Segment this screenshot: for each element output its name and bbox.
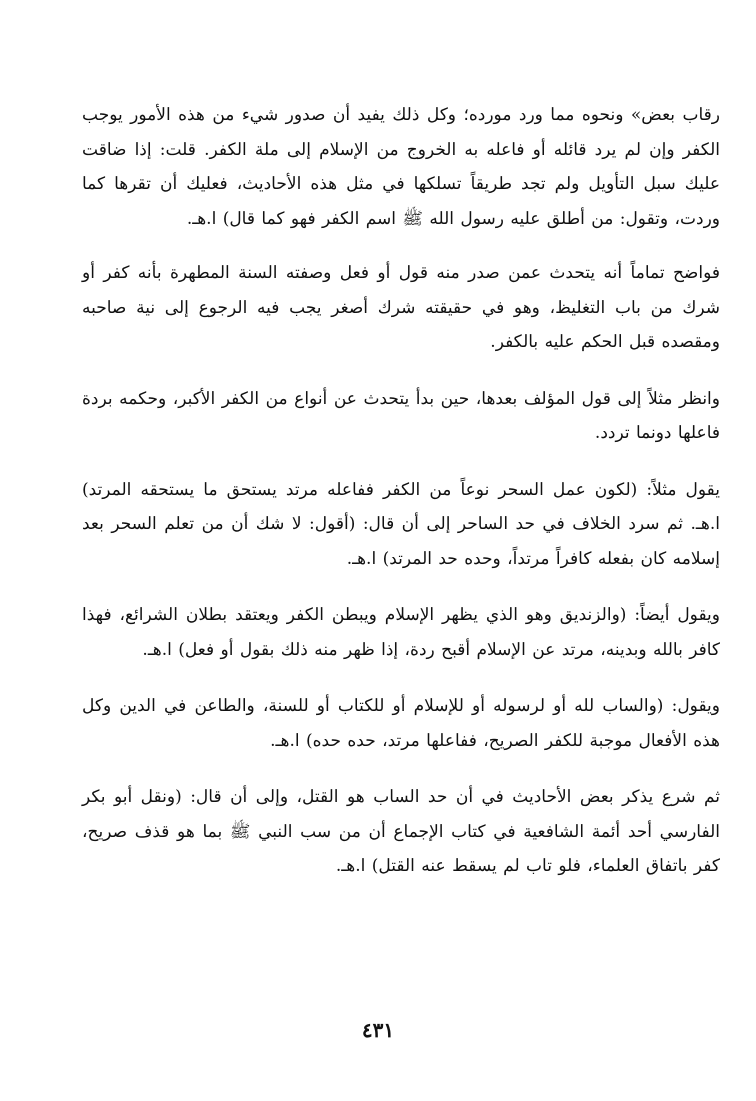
- paragraph-2: فواضح تماماً أنه يتحدث عمن صدر منه قول أو فعل وصفته السنة المطهرة بأنه كفر أو شرك من باب التغليظ، وهو في حقيقته شرك أصغر يجب فيه الرجوع إلى نية صاحبه ومقصده قبل الحكم عليه بالكفر.: [82, 263, 720, 352]
- page-number: ٤٣١: [361, 1018, 395, 1042]
- paragraph-6: ويقول: (والساب لله أو لرسوله أو للإسلام أو للكتاب أو للسنة، والطاعن في الدين وكل هذه الأفعال موجبة للكفر الصريح، ففاعلها مرتد، حده حده) ا.هـ.: [82, 696, 720, 751]
- paragraph-7: ثم شرع يذكر بعض الأحاديث في أن حد الساب هو القتل، وإلى أن قال: (ونقل أبو بكر الفارسي أحد أئمة الشافعية في كتاب الإجماع أن من سب النبي ﷺ بما هو قذف صريح، كفر باتفاق العلماء، فلو تاب لم يسقط عنه القتل) ا.هـ.: [82, 787, 720, 876]
- paragraph-5: ويقول أيضاً: (والزنديق وهو الذي يظهر الإسلام ويبطن الكفر ويعتقد بطلان الشرائع، فهذا كافر بالله وبدينه، مرتد عن الإسلام أقبح ردة، إذا ظهر منه ذلك بقول أو فعل) ا.هـ.: [82, 605, 720, 660]
- paragraph-3: وانظر مثلاً إلى قول المؤلف بعدها، حين بدأ يتحدث عن أنواع من الكفر الأكبر، وحكمه بردة فاعلها دونما تردد.: [82, 388, 720, 443]
- page-body: [82, 98, 720, 906]
- paragraph-1: رقاب بعض» ونحوه مما ورد مورده؛ وكل ذلك يفيد أن صدور شيء من هذه الأمور يوجب الكفر وإن لم يرد قائله أو فاعله به الخروج من الإسلام إلى ملة الكفر. قلت: إذا ضاقت عليك سبل التأويل ولم تجد طريقاً تسلكها في مثل هذه الأحاديث، فعليك أن تقرها كما وردت، وتقول: من أطلق عليه رسول الله ﷺ اسم الكفر فهو كما قال) ا.هـ.: [82, 105, 720, 229]
- paragraph-4: يقول مثلاً: (لكون عمل السحر نوعاً من الكفر ففاعله مرتد يستحق ما يستحقه المرتد) ا.هـ. ثم سرد الخلاف في حد الساحر إلى أن قال: (أقول: لا شك أن من تعلم السحر بعد إسلامه كان بفعله كافراً مرتداً، وحده حد المرتد) ا.هـ.: [82, 479, 720, 569]
